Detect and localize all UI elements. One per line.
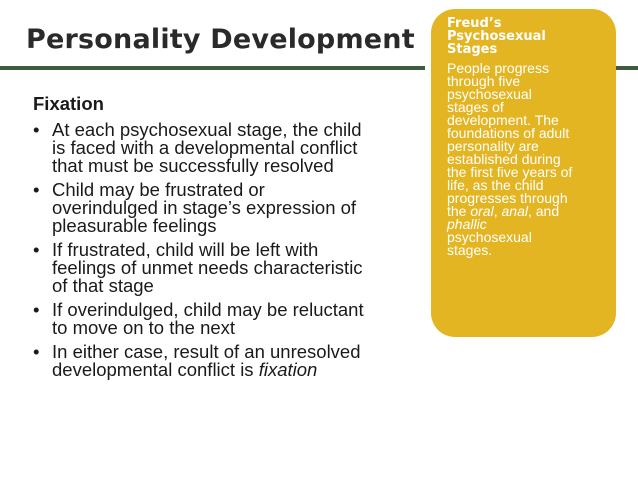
section-heading: Fixation <box>33 93 104 114</box>
bullet-line: If frustrated, child will be left with <box>52 239 319 260</box>
panel-text-fragment: , and <box>527 203 560 219</box>
panel-title <box>447 17 606 56</box>
bullet-line: to move on to the next <box>52 317 236 338</box>
bullet-line: of that stage <box>52 275 154 296</box>
stage-oral: oral <box>470 203 494 219</box>
bullet-line: feelings of unmet needs characteristic <box>52 257 363 278</box>
stage-anal: anal <box>501 203 528 219</box>
panel-text-line: stages of <box>447 99 504 115</box>
panel-text-line: progresses through <box>447 190 568 206</box>
bullet-list <box>33 121 423 379</box>
bullet-item <box>33 241 423 295</box>
panel-text-line: psychosexual <box>447 229 532 245</box>
bullet-line: is faced with a developmental conflict <box>52 137 358 158</box>
content-body <box>33 93 423 385</box>
panel-text-line: personality are <box>447 138 539 154</box>
bullet-marker: • <box>33 119 40 140</box>
panel-text-line: stages. <box>447 242 493 258</box>
bullet-text <box>52 343 361 379</box>
bullet-marker: • <box>33 239 40 260</box>
bullet-marker: • <box>33 341 40 362</box>
panel-text-line: through five <box>447 73 521 89</box>
bullet-line: overindulged in stage’s expression of <box>52 197 357 218</box>
bullet-item <box>33 301 423 337</box>
slide-title: Personality Development <box>26 24 415 55</box>
bullet-text <box>52 241 363 295</box>
panel-text <box>447 62 606 257</box>
bullet-line: that must be successfully resolved <box>52 155 334 176</box>
panel-title-line: Freud’s <box>447 16 502 31</box>
bullet-line: At each psychosexual stage, the child <box>52 119 362 140</box>
bullet-item <box>33 121 423 175</box>
bullet-marker: • <box>33 179 40 200</box>
panel-text-fragment: , <box>493 203 502 219</box>
bullet-item <box>33 343 423 379</box>
panel-text-fragment: the <box>447 203 471 219</box>
panel-text-line: psychosexual <box>447 86 532 102</box>
stage-phallic: phallic <box>447 216 487 232</box>
bullet-line <box>52 361 361 379</box>
panel-title-line: Psychosexual <box>447 29 546 44</box>
title-underline <box>0 66 425 70</box>
bullet-line: Child may be frustrated or <box>52 179 265 200</box>
panel-text-line: life, as the child <box>447 177 544 193</box>
bullet-marker: • <box>33 299 40 320</box>
bullet-item <box>33 181 423 235</box>
bullet-text <box>52 301 364 337</box>
bullet-text <box>52 181 356 235</box>
title-underline-end <box>616 66 638 70</box>
bullet-line: If overindulged, child may be reluctant <box>52 299 364 320</box>
bullet-line-text: developmental conflict is <box>52 359 259 380</box>
fixation-term: fixation <box>258 359 318 380</box>
bullet-line: pleasurable feelings <box>52 215 217 236</box>
panel-text-line: the first five years of <box>447 164 573 180</box>
panel-text-line: development. The <box>447 112 559 128</box>
bullet-line: In either case, result of an unresolved <box>52 341 361 362</box>
bullet-text <box>52 121 362 175</box>
freud-stages-panel <box>431 9 616 337</box>
panel-text-line: foundations of adult <box>447 125 570 141</box>
panel-text-line: People progress <box>447 60 549 76</box>
panel-title-line: Stages <box>447 42 498 57</box>
panel-text-line: established during <box>447 151 561 167</box>
